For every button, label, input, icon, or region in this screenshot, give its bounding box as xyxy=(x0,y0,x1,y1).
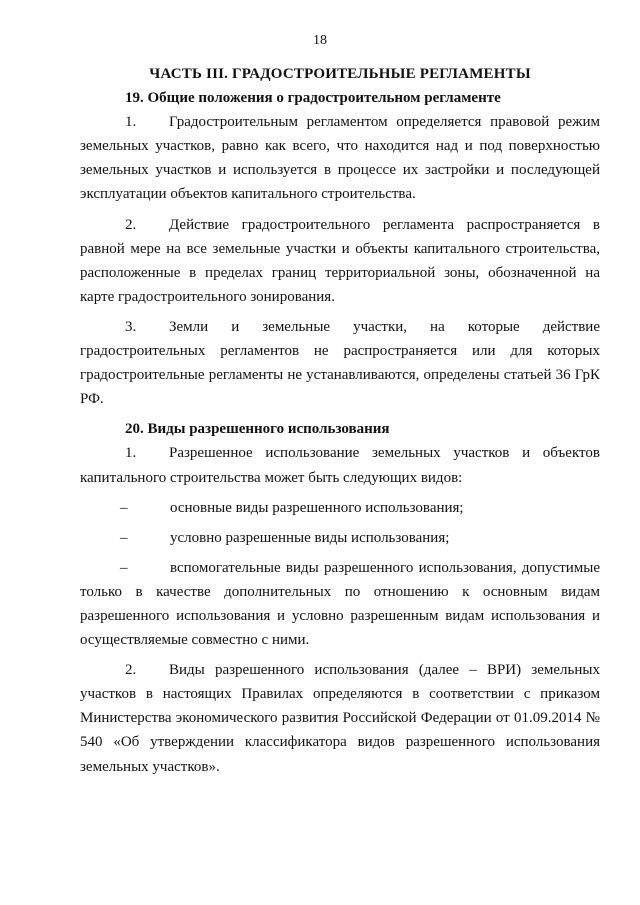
paragraph-text: Градостроительным регламентом определяется правовой режим земельных участков, равно как всего, что находится над и под поверхностью земельных участков и используется в процессе их застройки и последующей эксплуатации объектов капитального строительства. xyxy=(80,114,600,203)
paragraph-number: 1. xyxy=(125,445,137,462)
paragraph-number: 2. xyxy=(125,216,137,233)
page-number: 18 xyxy=(313,33,327,48)
paragraph-number: 2. xyxy=(125,662,137,679)
section-19-paragraph-1 xyxy=(80,110,600,206)
paragraph-text: Земли и земельные участки, на которые действие градостроительных регламентов не распространяется или для которых градостроительные регламенты не устанавливаются, определены статьей 36 ГрК РФ. xyxy=(80,318,600,408)
list-item xyxy=(80,526,600,550)
list-item-text: основные виды разрешенного использования; xyxy=(170,499,464,516)
list-dash: – xyxy=(120,559,128,576)
document-content xyxy=(80,62,600,785)
section-19-paragraph-2 xyxy=(80,213,600,309)
section-20-paragraph-1 xyxy=(80,441,600,489)
list-item xyxy=(80,496,600,520)
section-20-title: 20. Виды разрешенного использования xyxy=(125,421,390,438)
list-item xyxy=(80,556,600,652)
part-title: ЧАСТЬ III. ГРАДОСТРОИТЕЛЬНЫЕ РЕГЛАМЕНТЫ xyxy=(149,66,531,82)
paragraph-number: 1. xyxy=(125,114,137,131)
paragraph-number: 3. xyxy=(125,318,137,335)
paragraph-text: Виды разрешенного использования (далее – ВРИ) земельных участков в настоящих Правилах определяются в соответствии с приказом Министерства экономического развития Российской Федерации от 01.09.2014 № 540 «Об утверждении классификатора видов разрешенного использования земельных участков». xyxy=(80,662,600,775)
list-dash: – xyxy=(120,499,128,516)
list-item-text: условно разрешенные виды использования; xyxy=(170,529,450,546)
paragraph-text: Разрешенное использование земельных участков и объектов капитального строительства может быть следующих видов: xyxy=(80,445,600,486)
section-20-paragraph-2 xyxy=(80,658,600,778)
section-19-paragraph-3 xyxy=(80,315,600,411)
section-19-title: 19. Общие положения о градостроительном регламенте xyxy=(125,90,501,107)
list-dash: – xyxy=(120,529,128,546)
list-item-text: вспомогательные виды разрешенного использования, допустимые только в качестве дополнительных по отношению к основным видам разрешенного использования и условно разрешенным видам использования и осуществляемые совместно с ними. xyxy=(80,559,600,649)
paragraph-text: Действие градостроительного регламента распространяется в равной мере на все земельные участки и объекты капитального строительства, расположенные в пределах границ территориальной зоны, обозначенной на карте градостроительного зонирования. xyxy=(80,216,600,305)
